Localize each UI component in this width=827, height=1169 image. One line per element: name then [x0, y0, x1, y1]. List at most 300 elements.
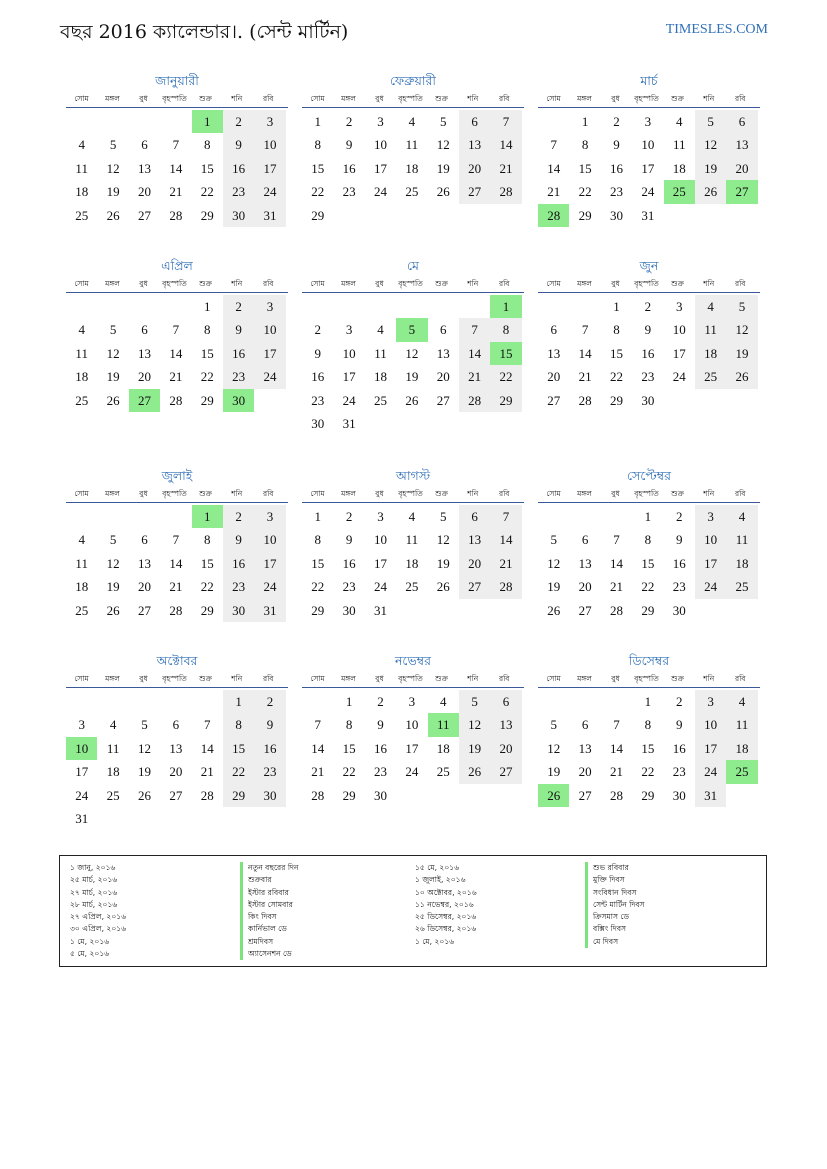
day-cell: 12 [106, 345, 120, 361]
day-cell: 22 [490, 365, 521, 388]
day-cell: 21 [200, 764, 214, 780]
day-cell: 2 [314, 322, 321, 338]
day-cell: 6 [550, 322, 557, 338]
day-cell: 8 [644, 717, 652, 733]
empty-day-cell [333, 295, 364, 318]
holiday-day-cell: 25 [726, 760, 757, 783]
day-cell: 30 [672, 602, 686, 618]
day-cell: 22 [578, 184, 592, 200]
day-cell: 8 [223, 713, 254, 736]
day-cell: 20 [459, 157, 490, 180]
day-cell: 15 [200, 345, 214, 361]
day-grid [538, 503, 760, 622]
day-cell: 18 [75, 369, 89, 385]
legend-date: ১৫ মে, ২০১৬ [415, 863, 460, 872]
day-cell: 29 [641, 787, 655, 803]
day-cell: 13 [459, 133, 490, 156]
day-cell: 9 [676, 717, 683, 733]
legend-date: ২৭ এপ্রিল, ২০১৬ [70, 912, 127, 922]
day-cell: 29 [342, 787, 356, 803]
weekday-label: শুক্র [199, 94, 212, 103]
day-cell: 21 [169, 369, 183, 385]
weekday-label: বুধ [375, 674, 384, 683]
day-cell: 19 [436, 160, 450, 176]
day-cell: 6 [141, 532, 148, 548]
month-title: এপ্রিল [161, 258, 193, 273]
legend-holiday-name: ক্রিসমাস ডে [585, 911, 645, 923]
day-cell: 19 [405, 369, 419, 385]
day-cell: 18 [672, 160, 686, 176]
month-calendar [302, 652, 524, 807]
day-cell: 4 [109, 717, 117, 733]
month-title: ফেব্রুয়ারী [389, 73, 437, 88]
empty-day-cell [601, 505, 632, 528]
day-cell: 10 [254, 528, 285, 551]
legend-date: ১১ নভেম্বর, ২০১৬ [415, 899, 474, 909]
weekday-label: বুধ [375, 94, 384, 103]
day-cell: 27 [436, 392, 450, 408]
day-cell: 2 [223, 295, 254, 318]
day-cell: 24 [342, 392, 356, 408]
day-cell: 13 [169, 740, 183, 756]
day-cell: 13 [578, 555, 592, 571]
day-cell: 8 [314, 532, 321, 548]
legend-date: ৩০ এপ্রিল, ২০১৬ [70, 924, 127, 934]
day-cell: 29 [200, 392, 214, 408]
weekday-label: বুধ [375, 279, 384, 288]
day-cell: 8 [644, 532, 652, 548]
empty-day-cell [538, 690, 569, 713]
day-cell: 21 [490, 552, 521, 575]
weekday-label: বৃহস্পতি [162, 94, 187, 103]
day-cell: 3 [377, 509, 384, 524]
day-cell: 8 [204, 137, 211, 153]
legend-holiday-name: নতুন বছরের দিন [240, 862, 299, 874]
day-cell: 16 [311, 369, 325, 385]
day-cell: 25 [695, 365, 726, 388]
day-cell: 26 [137, 787, 151, 803]
weekday-label: বৃহস্পতি [162, 279, 187, 288]
weekday-label: রবি [263, 674, 274, 683]
weekday-label: বৃহস্পতি [398, 489, 423, 498]
legend-date: ১ মে, ২০১৬ [415, 936, 455, 946]
month-calendar [66, 72, 288, 227]
day-cell: 29 [609, 392, 623, 408]
weekday-header [538, 670, 760, 688]
day-cell: 6 [490, 690, 521, 713]
day-cell: 9 [676, 532, 683, 548]
day-cell: 18 [695, 342, 726, 365]
day-cell: 17 [641, 160, 655, 176]
empty-day-cell [160, 295, 191, 318]
day-cell: 2 [223, 110, 254, 133]
day-cell: 17 [672, 345, 686, 361]
day-cell: 27 [459, 575, 490, 598]
holiday-day-cell: 1 [490, 295, 521, 318]
day-cell: 30 [223, 204, 254, 227]
day-cell: 19 [695, 157, 726, 180]
day-cell: 29 [578, 207, 592, 223]
day-cell: 19 [106, 184, 120, 200]
day-cell: 20 [578, 764, 592, 780]
day-cell: 7 [172, 322, 180, 338]
day-cell: 31 [342, 415, 356, 431]
day-cell: 17 [405, 740, 419, 756]
day-cell: 27 [137, 207, 151, 223]
empty-day-cell [538, 505, 569, 528]
weekday-label: বুধ [139, 279, 148, 288]
day-cell: 12 [459, 713, 490, 736]
day-cell: 6 [726, 110, 757, 133]
day-cell: 4 [726, 690, 757, 713]
day-cell: 14 [547, 160, 561, 176]
empty-day-cell [365, 295, 396, 318]
day-cell: 22 [641, 764, 655, 780]
day-cell: 13 [726, 133, 757, 156]
weekday-label: সোম [310, 674, 325, 683]
day-cell: 21 [169, 184, 183, 200]
day-cell: 28 [490, 180, 521, 203]
legend-date: ২৫ ডিসেম্বর, ২০১৬ [415, 912, 477, 922]
month-title: সেপ্টেম্বর [627, 468, 671, 483]
day-cell: 9 [345, 532, 353, 548]
month-title: মে [406, 258, 419, 273]
weekday-header [302, 670, 524, 688]
weekday-label: রবি [735, 94, 746, 103]
legend-holiday-name: মে দিবস [585, 936, 645, 948]
empty-day-cell [97, 505, 128, 528]
day-cell: 19 [726, 342, 757, 365]
day-cell: 26 [106, 207, 120, 223]
month-title: অক্টোবর [156, 653, 198, 668]
day-cell: 29 [311, 602, 325, 618]
legend-date: ২৫ মার্চ, ২০১৬ [70, 875, 118, 885]
day-cell: 25 [405, 184, 419, 200]
day-cell: 15 [641, 740, 655, 756]
day-cell: 10 [254, 318, 285, 341]
day-cell: 12 [106, 160, 120, 176]
day-cell: 12 [695, 133, 726, 156]
day-cell: 10 [373, 532, 387, 548]
day-cell: 3 [676, 299, 683, 314]
weekday-label: শনি [231, 674, 243, 683]
weekday-label: রবি [499, 489, 510, 498]
day-cell: 24 [641, 184, 655, 200]
day-cell: 21 [609, 764, 623, 780]
day-cell: 16 [672, 555, 686, 571]
day-cell: 28 [609, 602, 623, 618]
day-cell: 21 [547, 184, 561, 200]
day-cell: 16 [342, 555, 356, 571]
weekday-label: শনি [703, 489, 715, 498]
weekday-label: বৃহস্পতি [162, 489, 187, 498]
day-cell: 16 [223, 157, 254, 180]
day-cell: 3 [254, 295, 285, 318]
day-cell: 9 [377, 717, 384, 733]
day-cell: 8 [345, 717, 353, 733]
day-cell: 26 [726, 365, 757, 388]
day-cell: 13 [490, 713, 521, 736]
day-cell: 9 [345, 137, 353, 153]
weekday-label: সোম [546, 94, 561, 103]
weekday-label: শুক্র [435, 489, 448, 498]
weekday-label: রবি [499, 94, 510, 103]
day-cell: 28 [490, 575, 521, 598]
holiday-day-cell: 1 [192, 505, 223, 528]
day-cell: 6 [459, 505, 490, 528]
day-cell: 24 [75, 787, 89, 803]
month-calendar [302, 257, 524, 435]
day-grid [66, 293, 288, 412]
day-cell: 3 [254, 110, 285, 133]
day-cell: 4 [78, 137, 85, 153]
weekday-label: মঙ্গল [105, 489, 120, 498]
month-calendar [538, 257, 760, 412]
day-cell: 15 [311, 160, 325, 176]
day-cell: 15 [609, 345, 623, 361]
empty-day-cell [66, 295, 97, 318]
day-cell: 22 [641, 579, 655, 595]
day-cell: 21 [578, 369, 592, 385]
empty-day-cell [129, 110, 160, 133]
day-cell: 23 [342, 184, 356, 200]
weekday-label: মঙ্গল [341, 674, 356, 683]
day-cell: 7 [314, 717, 321, 733]
day-cell: 23 [373, 764, 387, 780]
day-cell: 29 [490, 389, 521, 412]
holiday-day-cell: 11 [428, 713, 459, 736]
day-grid [538, 688, 760, 807]
weekday-label: শুক্র [199, 489, 212, 498]
day-cell: 30 [223, 599, 254, 622]
day-cell: 5 [550, 532, 557, 548]
legend-holiday-name: কার্নিভাল ডে [240, 923, 299, 935]
weekday-header [66, 485, 288, 503]
day-cell: 26 [695, 180, 726, 203]
day-cell: 13 [137, 160, 151, 176]
day-cell: 20 [137, 579, 151, 595]
weekday-label: মঙ্গল [577, 674, 592, 683]
legend-holiday-name: ইস্টার রবিবার [240, 887, 299, 899]
day-cell: 31 [254, 599, 285, 622]
holiday-day-cell: 28 [538, 204, 569, 227]
day-cell: 15 [311, 555, 325, 571]
holiday-day-cell: 30 [223, 389, 254, 412]
day-cell: 21 [459, 365, 490, 388]
page-title: বছর 2016 ক্যালেন্ডার।. (সেন্ট মার্টিন) [60, 21, 349, 43]
weekday-label: বৃহস্পতি [398, 94, 423, 103]
day-cell: 14 [169, 160, 183, 176]
empty-day-cell [538, 295, 569, 318]
day-cell: 12 [547, 555, 561, 571]
day-cell: 11 [405, 137, 419, 153]
day-cell: 1 [223, 690, 254, 713]
day-cell: 31 [373, 602, 387, 618]
day-cell: 29 [223, 784, 254, 807]
holiday-day-cell: 27 [726, 180, 757, 203]
day-cell: 14 [311, 740, 325, 756]
weekday-label: বুধ [139, 674, 148, 683]
day-cell: 1 [204, 299, 211, 314]
day-cell: 17 [373, 160, 387, 176]
day-cell: 7 [581, 322, 589, 338]
weekday-label: বৃহস্পতি [634, 94, 659, 103]
day-cell: 7 [490, 110, 521, 133]
day-cell: 21 [609, 579, 623, 595]
weekday-label: মঙ্গল [341, 489, 356, 498]
day-cell: 9 [254, 713, 285, 736]
day-cell: 16 [641, 345, 655, 361]
day-cell: 23 [223, 365, 254, 388]
day-cell: 27 [578, 787, 592, 803]
day-cell: 1 [613, 299, 620, 314]
day-cell: 1 [644, 694, 652, 709]
day-cell: 7 [459, 318, 490, 341]
day-cell: 13 [137, 345, 151, 361]
day-cell: 17 [373, 555, 387, 571]
day-cell: 26 [547, 602, 561, 618]
day-cell: 4 [676, 114, 683, 129]
day-cell: 3 [377, 114, 384, 129]
weekday-label: শুক্র [435, 279, 448, 288]
empty-day-cell [396, 295, 427, 318]
day-cell: 9 [223, 528, 254, 551]
weekday-label: রবি [263, 279, 274, 288]
day-cell: 3 [408, 694, 416, 709]
weekday-header [538, 275, 760, 293]
day-cell: 19 [137, 764, 151, 780]
weekday-label: বুধ [611, 94, 620, 103]
day-cell: 14 [169, 555, 183, 571]
day-cell: 22 [200, 184, 214, 200]
weekday-label: শুক্র [199, 279, 212, 288]
day-cell: 24 [405, 764, 419, 780]
weekday-label: রবি [263, 94, 274, 103]
weekday-header [66, 90, 288, 108]
weekday-label: সোম [546, 674, 561, 683]
month-title: জুন [639, 258, 659, 273]
empty-day-cell [569, 505, 600, 528]
day-cell: 2 [613, 114, 620, 129]
day-cell: 18 [726, 552, 757, 575]
legend-holiday-name: সেন্ট মার্টিন দিবস [585, 899, 645, 911]
day-cell: 10 [373, 137, 387, 153]
day-cell: 13 [578, 740, 592, 756]
legend-holiday-name: মুক্তি দিবস [585, 874, 645, 886]
legend-left-names [240, 862, 299, 960]
day-cell: 19 [106, 579, 120, 595]
legend-holiday-name: কিং দিবস [240, 911, 299, 923]
day-cell: 10 [695, 528, 726, 551]
day-cell: 11 [405, 532, 419, 548]
brand-link[interactable]: TIMESLES.COM [665, 22, 768, 37]
day-cell: 6 [141, 322, 148, 338]
day-cell: 23 [254, 760, 285, 783]
month-title: জুলাই [161, 468, 193, 483]
day-cell: 7 [172, 137, 180, 153]
day-grid [66, 108, 288, 227]
weekday-label: বৃহস্পতি [634, 279, 659, 288]
day-cell: 22 [311, 184, 325, 200]
day-cell: 4 [440, 694, 447, 709]
empty-day-cell [538, 110, 569, 133]
day-cell: 3 [644, 114, 652, 129]
weekday-label: বৃহস্পতি [162, 674, 187, 683]
day-cell: 27 [578, 602, 592, 618]
day-cell: 4 [408, 509, 416, 524]
legend-date: ১০ অক্টোবর, ২০১৬ [415, 887, 477, 897]
day-cell: 5 [141, 717, 148, 733]
day-cell: 10 [641, 137, 655, 153]
month-calendar [66, 467, 288, 622]
day-cell: 29 [641, 602, 655, 618]
day-cell: 27 [459, 180, 490, 203]
day-cell: 19 [459, 737, 490, 760]
empty-day-cell [302, 690, 333, 713]
day-cell: 20 [547, 369, 561, 385]
day-cell: 8 [490, 318, 521, 341]
day-cell: 27 [169, 787, 183, 803]
day-cell: 12 [436, 532, 450, 548]
weekday-label: মঙ্গল [105, 279, 120, 288]
day-cell: 2 [345, 509, 353, 524]
day-cell: 16 [342, 160, 356, 176]
weekday-label: মঙ্গল [105, 674, 120, 683]
legend-date: ২৮ মার্চ, ২০১৬ [70, 899, 118, 909]
day-cell: 8 [314, 137, 321, 153]
day-cell: 2 [676, 694, 683, 709]
weekday-label: মঙ্গল [577, 279, 592, 288]
day-cell: 4 [78, 322, 85, 338]
day-cell: 25 [106, 787, 120, 803]
weekday-label: সোম [310, 489, 325, 498]
weekday-label: শুক্র [671, 674, 684, 683]
day-cell: 22 [342, 764, 356, 780]
weekday-header [302, 90, 524, 108]
legend-date: ১ জানু, ২০১৬ [70, 863, 116, 872]
day-cell: 18 [436, 740, 450, 756]
weekday-label: শনি [703, 674, 715, 683]
weekday-label: শনি [703, 279, 715, 288]
day-cell: 7 [172, 532, 180, 548]
day-cell: 14 [490, 133, 521, 156]
weekday-label: বুধ [139, 489, 148, 498]
day-cell: 7 [613, 532, 620, 548]
weekday-label: সোম [546, 279, 561, 288]
day-cell: 7 [613, 717, 620, 733]
day-cell: 23 [672, 764, 686, 780]
weekday-label: রবি [499, 279, 510, 288]
day-cell: 15 [200, 555, 214, 571]
day-cell: 16 [672, 740, 686, 756]
day-cell: 4 [408, 114, 416, 129]
day-cell: 5 [695, 110, 726, 133]
day-cell: 20 [578, 579, 592, 595]
day-cell: 22 [311, 579, 325, 595]
day-cell: 10 [695, 713, 726, 736]
day-cell: 6 [581, 717, 589, 733]
day-cell: 31 [641, 207, 655, 223]
day-cell: 9 [644, 322, 652, 338]
day-cell: 18 [726, 737, 757, 760]
weekday-label: শনি [231, 94, 243, 103]
day-cell: 25 [75, 392, 89, 408]
day-cell: 25 [436, 764, 450, 780]
day-cell: 2 [254, 690, 285, 713]
weekday-label: শুক্র [671, 489, 684, 498]
day-cell: 6 [581, 532, 589, 548]
day-cell: 11 [695, 318, 726, 341]
